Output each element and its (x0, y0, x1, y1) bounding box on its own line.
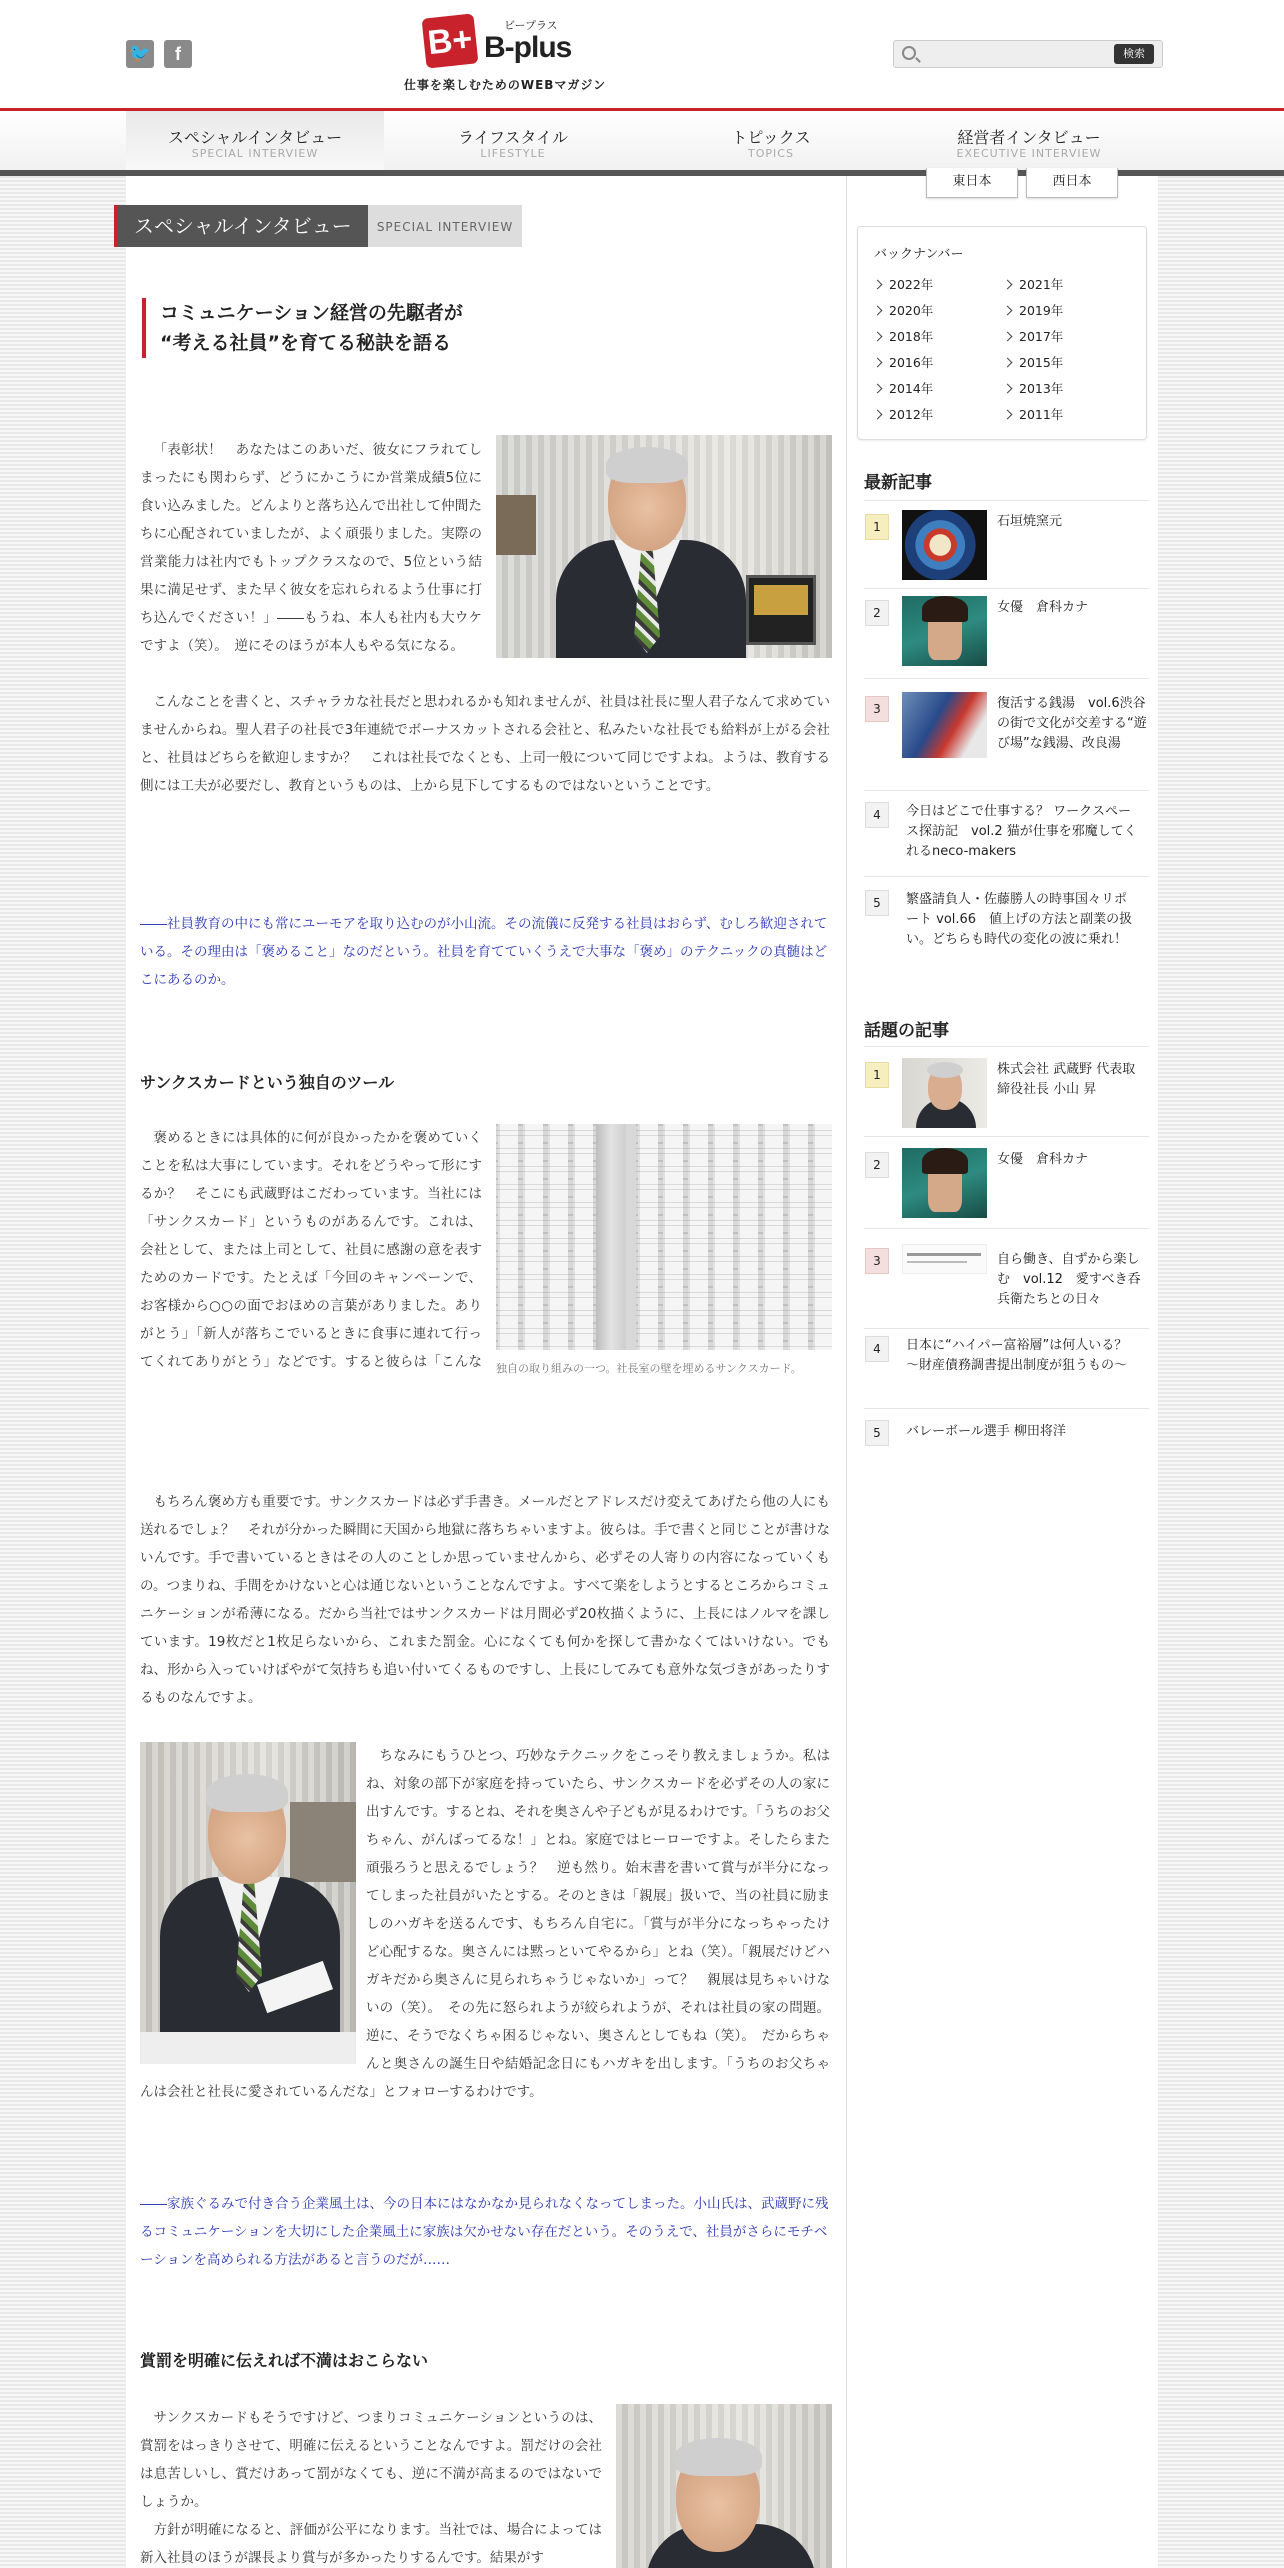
nav-lifestyle[interactable] (384, 111, 642, 170)
facebook-icon[interactable]: f (164, 40, 192, 68)
rank-badge: 2 (865, 600, 889, 626)
article-paragraph: サンクスカードもそうですけど、つまりコミュニケーションというのは、賞罰をはっきりさせて、明確に伝えるということなんですよ。罰だけの会社は息苦しいし、賞だけあって罰がなくても、逆に不満が高まるのではないでしょうか。 (140, 2410, 602, 2510)
article-paragraph-continued (140, 1404, 830, 1488)
rank-badge: 5 (865, 890, 889, 916)
nav-label: ライフスタイル (457, 128, 569, 147)
divider (864, 1408, 1149, 1409)
photo-caption: 独自の取り組みの一つ。社長室の壁を埋めるサンクスカード。 (496, 1362, 802, 1375)
article-paragraph: もちろん褒め方も重要です。サンクスカードは必ず手書き。メールだとアドレスだけ変えてあげたら他の人にも送れるでしょ？ それが分かった瞬間に天国から地獄に落ちちゃいますよ。彼らは。手で書くと同じことが書けないんです。手で書いているときはその人のことしか思っていませんから、必ずその人寄りの内容になっていくもの。つまりね、手間をかけないと心は通じないということなんですよ。すべて楽をしようとするところからコミュニケーションが希薄になる。だから当社ではサンクスカードは月間必ず20枚描くように、上長にはノルマを課しています。19枚だと1枚足らないから、これまた罰金。心になくても何かを探して書かなくてはいけない。でもね、形から入っていけばやがて気持ちも追い付いてくるものですし、上長にしてみても意外な気づきがあったりするものなんですよ。 (140, 1494, 830, 1706)
backnumber-box (857, 226, 1147, 440)
logo-ruby: ビープラス (504, 19, 558, 32)
search-box (893, 40, 1163, 68)
search-input[interactable] (922, 43, 1102, 65)
popular-article-link[interactable]: 株式会社 武蔵野 代表取締役社長 小山 昇 (997, 1062, 1136, 1097)
latest-article-link[interactable]: 女優 倉科カナ (997, 600, 1089, 615)
logo-name: B-plus (484, 31, 572, 64)
site-tagline: 仕事を楽しむためのWEBマガジン (403, 78, 607, 92)
logo-mark: B+ (422, 13, 479, 68)
divider (864, 1046, 1149, 1047)
divider (864, 588, 1149, 589)
nav-special-interview[interactable] (126, 111, 384, 170)
divider (864, 790, 1149, 791)
year-link[interactable]: 2018年 (874, 327, 933, 345)
rank-badge: 1 (865, 1062, 889, 1088)
article-thumbnail[interactable] (902, 692, 987, 758)
latest-article-link[interactable]: 石垣焼窯元 (997, 514, 1063, 529)
year-link[interactable]: 2011年 (1004, 405, 1063, 423)
year-link[interactable]: 2017年 (1004, 327, 1063, 345)
interview-photo-3 (616, 2404, 832, 2568)
nav-label: トピックス (731, 128, 811, 147)
popular-article-link[interactable]: 日本に“ハイパー富裕層”は何人いる？ ～財産債務調書提出制度が狙うもの～ (906, 1338, 1128, 1373)
nav-topics[interactable] (642, 111, 900, 170)
latest-article-link[interactable]: 復活する銭湯 vol.6渋谷の街で文化が交差する“遊び場”な銭湯、改良湯 (997, 696, 1147, 751)
rank-badge: 3 (865, 696, 889, 722)
article-title-line: “考える社員”を育てる秘訣を語る (160, 332, 451, 354)
article-paragraph (140, 1742, 830, 2106)
article-paragraph (140, 1124, 482, 1376)
article-title (142, 298, 702, 358)
article-paragraph: こんなことを書くと、スチャラカな社長だと思われるかも知れませんが、社員は社長に聖人君子なんて求めていませんからね。聖人君子の社長で3年連続でボーナスカットされる会社と、私みたいな社長でも給料が上がる会社と、社員はどちらを歓迎しますか？ これは社長でなくとも、上司一般について同じですよね。ようは、教育する側には工夫が必要だし、教育というものは、上から見下してするものではないということです。 (140, 694, 830, 794)
year-link[interactable]: 2020年 (874, 301, 933, 319)
year-link[interactable]: 2016年 (874, 353, 933, 371)
latest-articles-heading: 最新記事 (864, 473, 932, 493)
rank-badge: 2 (865, 1152, 889, 1178)
article-thumbnail[interactable] (902, 1058, 987, 1128)
popular-article-link[interactable]: バレーボール選手 柳田将洋 (906, 1424, 1066, 1439)
latest-article-link[interactable]: 繁盛請負人・佐藤勝人の時事国々リポート vol.66 値上げの方法と副業の扱い。どちらも時代の変化の波に乗れ！ (906, 892, 1133, 947)
nav-sublabel: TOPICS (748, 147, 794, 160)
subnav-west-japan[interactable]: 西日本 (1026, 168, 1118, 198)
section-heading: 賞罰を明確に伝えれば不満はおこらない (140, 2351, 429, 2370)
global-nav (0, 108, 1284, 176)
article-paragraph: 方針が明確になると、評価が公平になります。当社では、場合によっては新入社員のほうが課長より賞与が多かったりするんです。結果がす (140, 2522, 602, 2566)
interview-photo-1 (496, 435, 832, 658)
float-spacer (140, 1742, 366, 2064)
article-thumbnail[interactable] (902, 510, 987, 580)
section-title: スペシャルインタビュー (114, 205, 368, 247)
nav-sublabel: EXECUTIVE INTERVIEW (956, 147, 1102, 160)
popular-article-link[interactable]: 女優 倉科カナ (997, 1152, 1089, 1167)
article-thumbnail[interactable] (902, 596, 987, 666)
year-link[interactable]: 2022年 (874, 275, 933, 293)
rank-badge: 4 (865, 1336, 889, 1362)
article-paragraph-text: 褒めるときには具体的に何が良かったかを褒めていくことを私は大事にしています。それをどうやって形にするか？ そこにも武蔵野はこだわっています。当社には「サンクスカード」というものがあるんです。これは、会社として、または上司として、社員に感謝の意を表すためのカードです。たとえば「今回のキャンペーンで、お客様から○○の面でおほめの言葉がありました。ありがとう」「新人が落ちこでいるときに食事に連れて行ってくれてありがとう」などです。すると彼らは「こんな (140, 1130, 482, 1370)
search-icon (902, 46, 916, 60)
year-link[interactable]: 2015年 (1004, 353, 1063, 371)
interviewer-question: ――家族ぐるみで付き合う企業風土は、今の日本にはなかなか見られなくなってしまった。小山氏は、武蔵野に残るコミュニケーションを大切にした企業風土に家族は欠かせない存在だという。そのうえで、社員がさらにモチベーションを高められる方法があると言うのだが…… (140, 2196, 829, 2268)
year-link[interactable]: 2014年 (874, 379, 933, 397)
divider (864, 1136, 1149, 1137)
nav-sublabel: SPECIAL INTERVIEW (191, 147, 319, 160)
year-link[interactable]: 2012年 (874, 405, 933, 423)
rank-badge: 5 (865, 1420, 889, 1446)
section-subtitle: SPECIAL INTERVIEW (368, 205, 522, 247)
interviewer-question: ――社員教育の中にも常にユーモアを取り込むのが小山流。その流儀に反発する社員はおらず、むしろ歓迎されている。その理由は「褒めること」なのだという。社員を育てていくうえで大事な「褒め」のテクニックの真髄はどこにあるのか。 (140, 916, 828, 988)
section-heading: サンクスカードという独自のツール (140, 1073, 395, 1092)
year-link[interactable]: 2013年 (1004, 379, 1063, 397)
twitter-icon[interactable]: 🐦 (126, 40, 154, 68)
nav-sublabel: LIFESTYLE (480, 147, 546, 160)
nav-executive-interview[interactable] (900, 111, 1158, 170)
rank-badge: 1 (865, 514, 889, 540)
divider (864, 876, 1149, 877)
site-header (0, 0, 1284, 110)
rank-badge: 3 (865, 1248, 889, 1274)
divider (864, 1228, 1149, 1229)
article-thumbnail[interactable] (902, 1244, 987, 1274)
nav-label: 経営者インタビュー (957, 128, 1101, 147)
divider (864, 500, 1149, 501)
divider (864, 1328, 1149, 1329)
thanks-card-wall-photo (496, 1124, 832, 1350)
latest-article-link[interactable]: 今日はどこで仕事する？ ワークスペース探訪記 vol.2 猫が仕事を邪魔してくれるneco-makers (906, 804, 1137, 859)
rank-badge: 4 (865, 802, 889, 828)
year-link[interactable]: 2021年 (1004, 275, 1063, 293)
article-paragraph: 「表彰状！ あなたはこのあいだ、彼女にフラれてしまったにも関わらず、どうにかこうにか営業成績5位に食い込みました。どんよりと落ち込んで出社して仲間たちに心配されていましたが、よく頑張りました。実際の営業能力は社内でもトップクラスなので、5位という結果に満足せず、また早く彼女を忘れられるよう仕事に打ち込んでください！」――もうね、本人も社内も大ウケですよ（笑）。 逆にそのほうが本人もやる気になる。 (140, 442, 482, 654)
site-logo[interactable] (422, 14, 582, 70)
subnav-east-japan[interactable]: 東日本 (926, 168, 1018, 198)
article-title-line: コミュニケーション経営の先駆者が (160, 302, 463, 324)
nav-label: スペシャルインタビュー (167, 128, 343, 147)
divider (864, 678, 1149, 679)
search-button[interactable]: 検索 (1114, 44, 1154, 64)
article-thumbnail[interactable] (902, 1148, 987, 1218)
article-paragraph-text: ちなみにもうひとつ、巧妙なテクニックをこっそり教えましょうか。私はね、対象の部下が家庭を持っていたら、サンクスカードを必ずその人の家に出すんです。するとね、それを奥さんや子どもが見るわけです。「うちのお父ちゃん、がんばってるな！」とね。家庭ではヒーローですよ。そしたらまた頑張ろうと思えるでしょう？ 逆も然り。始末書を書いて賞与が半分になってしまった社員がいたとする。そのときは「親展」扱いで、当の社員に励ましのハガキを送るんです、もちろん自宅に。「賞与が半分になっちゃったけど心配するな。奥さんには黙っといてやるから」とね（笑）。「親展だけどハガキだから奥さんに見られちゃうじゃないか」って？ 親展は見ちゃいけないの（笑）。 その先に怒られようが絞られようが、それは社員の家の問題。逆に、そうでなくちゃ困るじゃない、奥さんとしてもね（笑）。 だからちゃんと奥さんの誕生日や結婚記念日にもハガキを出します。「うちのお父ちゃんは会社と社長に愛されているんだな」とフォローするわけです。 (140, 1748, 830, 2100)
popular-article-link[interactable]: 自ら働き、自ずから楽しむ vol.12 愛すべき呑兵衛たちとの日々 (997, 1252, 1141, 1307)
popular-articles-heading: 話題の記事 (864, 1021, 949, 1041)
year-link[interactable]: 2019年 (1004, 301, 1063, 319)
backnumber-title: バックナンバー (874, 247, 964, 262)
